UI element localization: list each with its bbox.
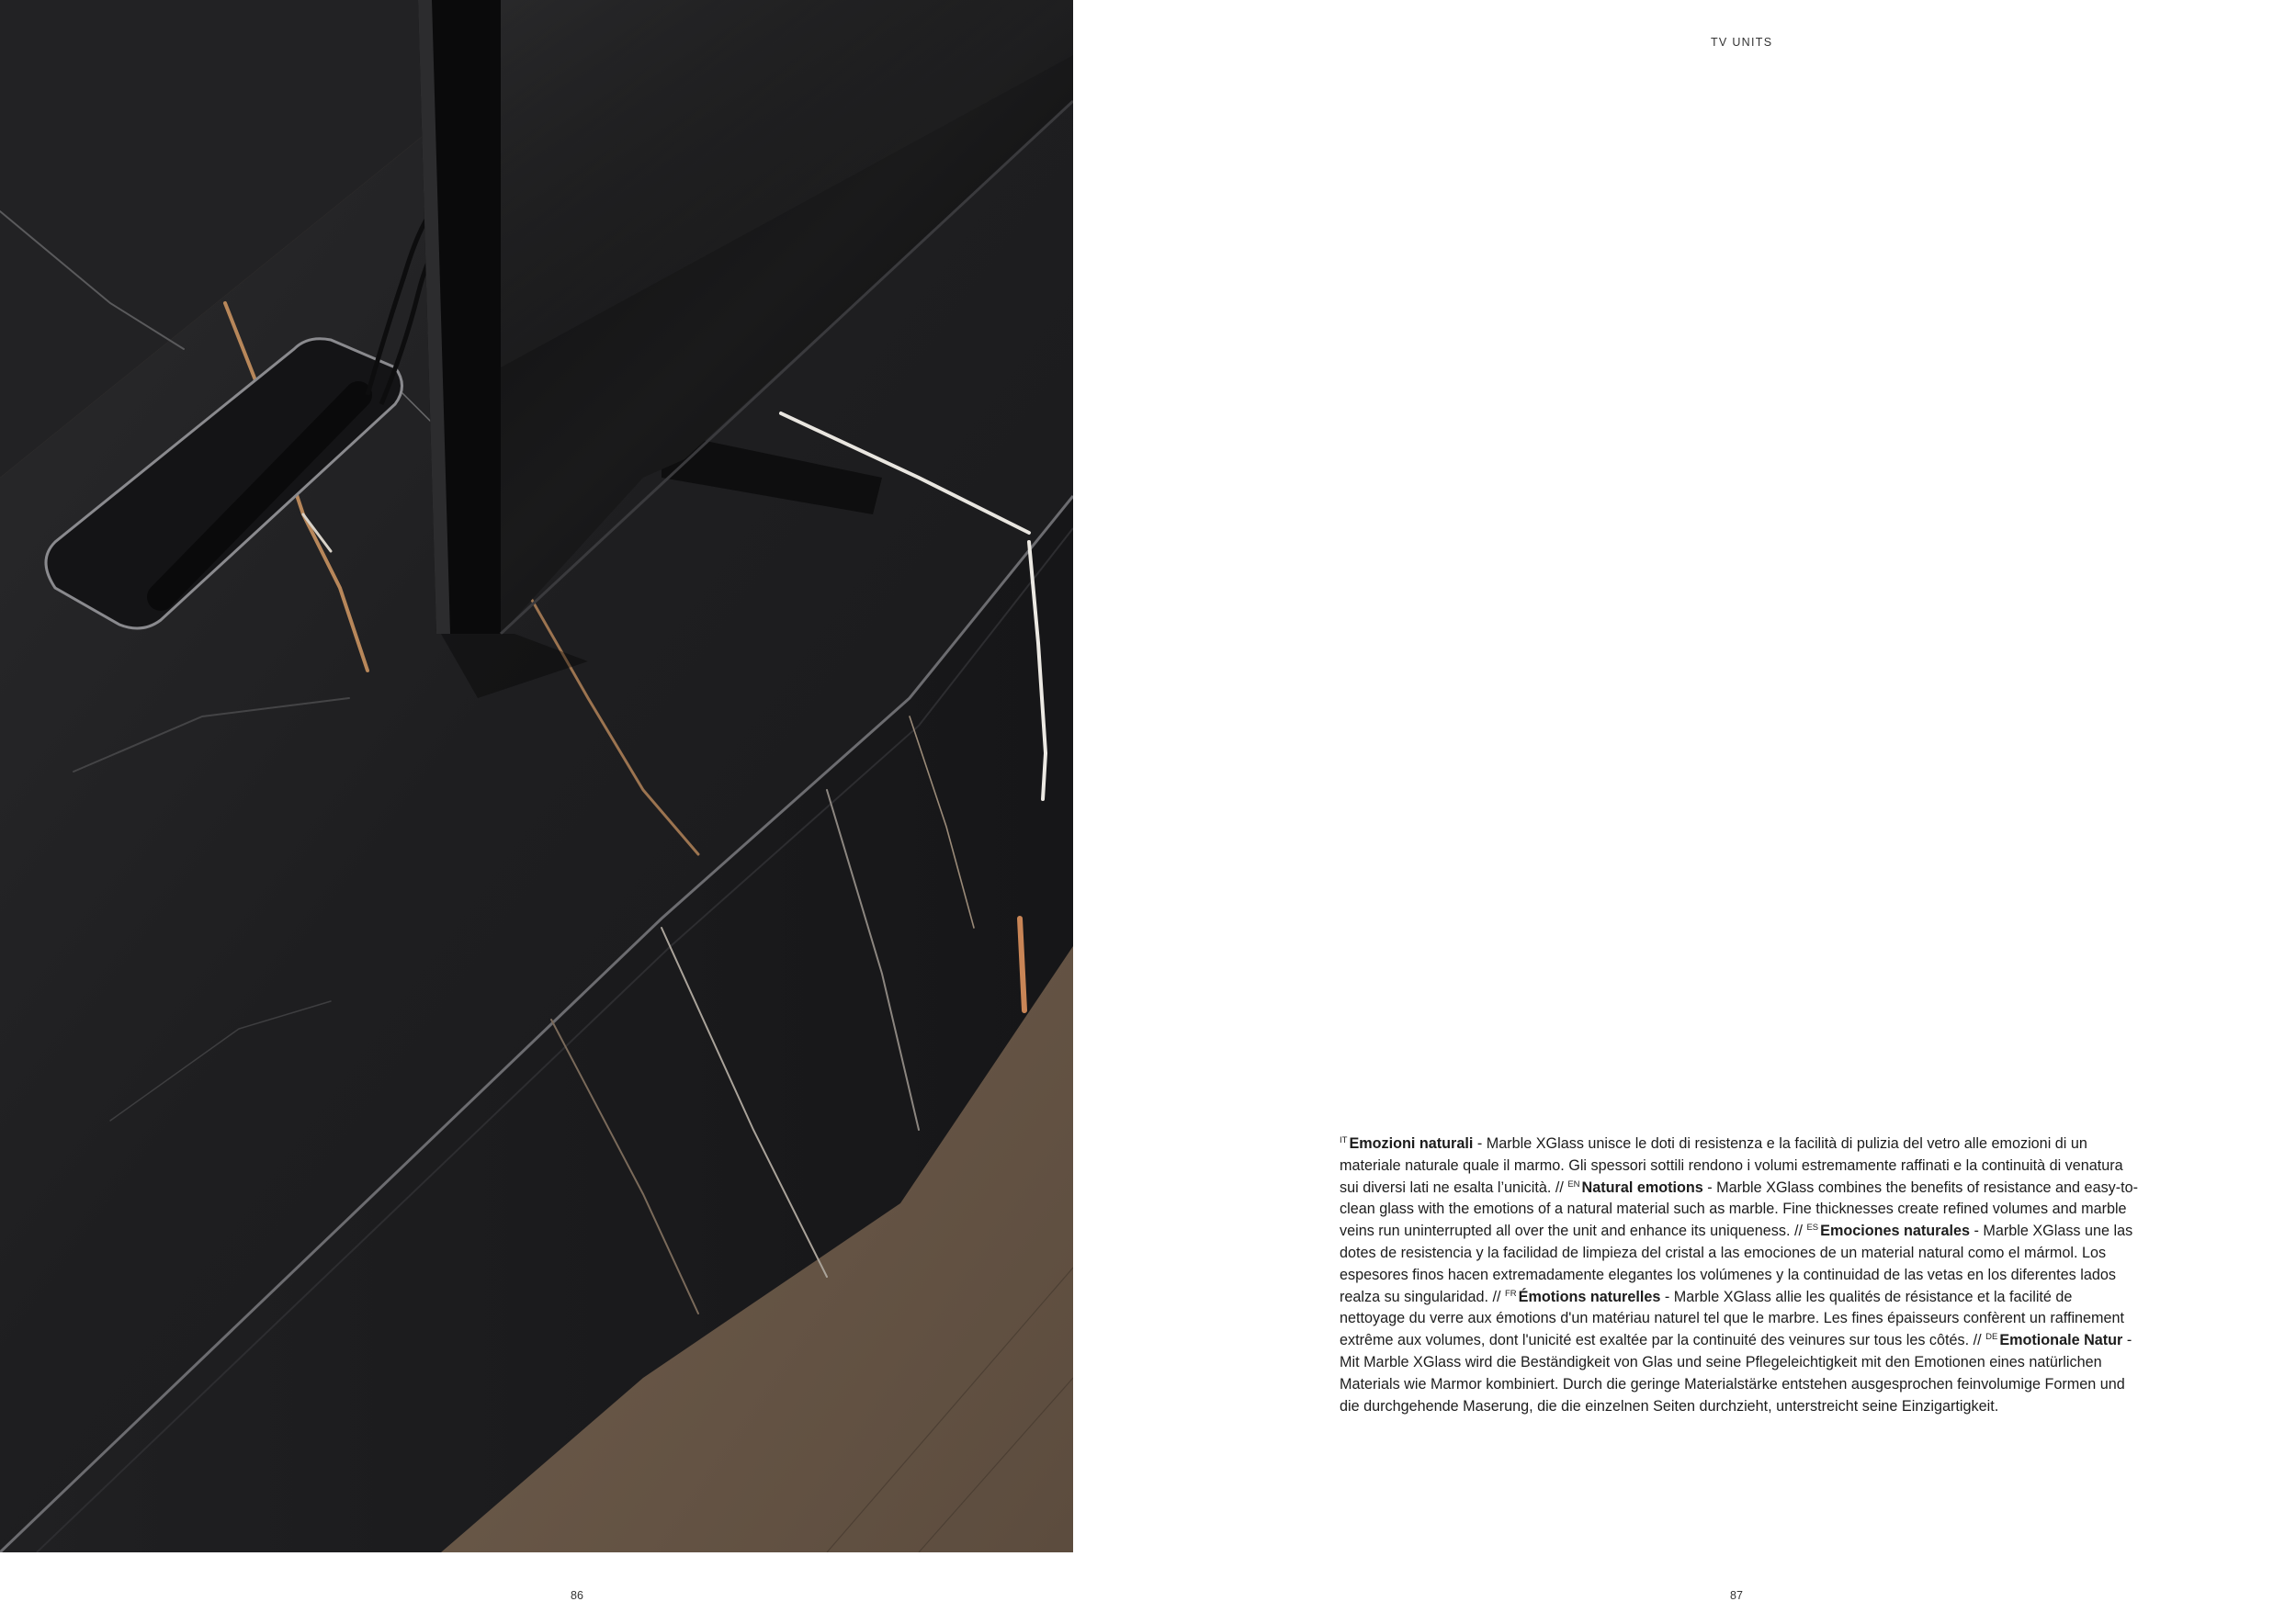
- separator: //: [1973, 1332, 1986, 1349]
- section-title: TV UNITS: [1711, 36, 1773, 49]
- heading-en: Natural emotions: [1581, 1179, 1703, 1196]
- heading-fr: Émotions naturelles: [1518, 1288, 1661, 1305]
- text-fr: - Marble XGlass allie les qualités de résistance et la facilité de nettoyage du verre aux émotions d'un matériau naturel tel que le marbre. Les fines épaisseurs confèrent un raffinement extrême aux volumes, dont l'unicité est exaltée par la continuité des veinures sur tous les côtés.: [1340, 1288, 2125, 1349]
- text-de: - Mit Marble XGlass wird die Beständigkeit von Glas und seine Pflegeleichtigkeit mit den Emotionen eines natürlichen Materials wie Marmor kombiniert. Durch die geringe Materialstärke entstehen ausgesprochen feinvolumige Formen und die durchgehende Maserung, die die einzelnen Seiten durchzieht, unterstreicht seine Einzigartigkeit.: [1340, 1332, 2132, 1415]
- text-en: - Marble XGlass combines the benefits of resistance and easy-to-clean glass with the emotions of a natural material such as marble. Fine thicknesses create refined volumes and marble veins run uninterrupted all over the unit and enhance its uniqueness.: [1340, 1179, 2139, 1240]
- separator: //: [1492, 1288, 1505, 1305]
- heading-es: Emociones naturales: [1820, 1223, 1970, 1240]
- separator: //: [1555, 1179, 1568, 1196]
- heading-de: Emotionale Natur: [1999, 1332, 2123, 1349]
- lang-tag-it: IT: [1340, 1135, 1348, 1145]
- marble-tv-unit-photo: [0, 0, 1073, 1552]
- separator: //: [1793, 1223, 1807, 1240]
- text-it: - Marble XGlass unisce le doti di resistenza e la facilità di pulizia del vetro alle emozioni di un materiale naturale quale il marmo. Gli spessori sottili rendono i volumi estremamente raffinati e la continuità di venatura sui diversi lati ne esalta l’unicità.: [1340, 1135, 2123, 1196]
- lang-tag-de: DE: [1985, 1332, 1998, 1343]
- lang-tag-en: EN: [1567, 1179, 1580, 1190]
- heading-it: Emozioni naturali: [1349, 1135, 1474, 1152]
- page-number-left: 86: [571, 1589, 583, 1602]
- text-es: - Marble XGlass une las dotes de resistencia y la facilidad de limpieza del cristal a las emociones de un material natural como el mármol. Los espesores finos hacen extremadamente elegantes los volúmenes y la continuidad de las vetas en los diferentes lados realza su singularidad.: [1340, 1223, 2133, 1305]
- page-number-right: 87: [1730, 1589, 1743, 1602]
- multilingual-description: [1340, 1133, 2139, 1417]
- lang-tag-es: ES: [1806, 1223, 1819, 1234]
- lang-tag-fr: FR: [1504, 1288, 1517, 1299]
- photo-illustration: [0, 0, 1073, 1552]
